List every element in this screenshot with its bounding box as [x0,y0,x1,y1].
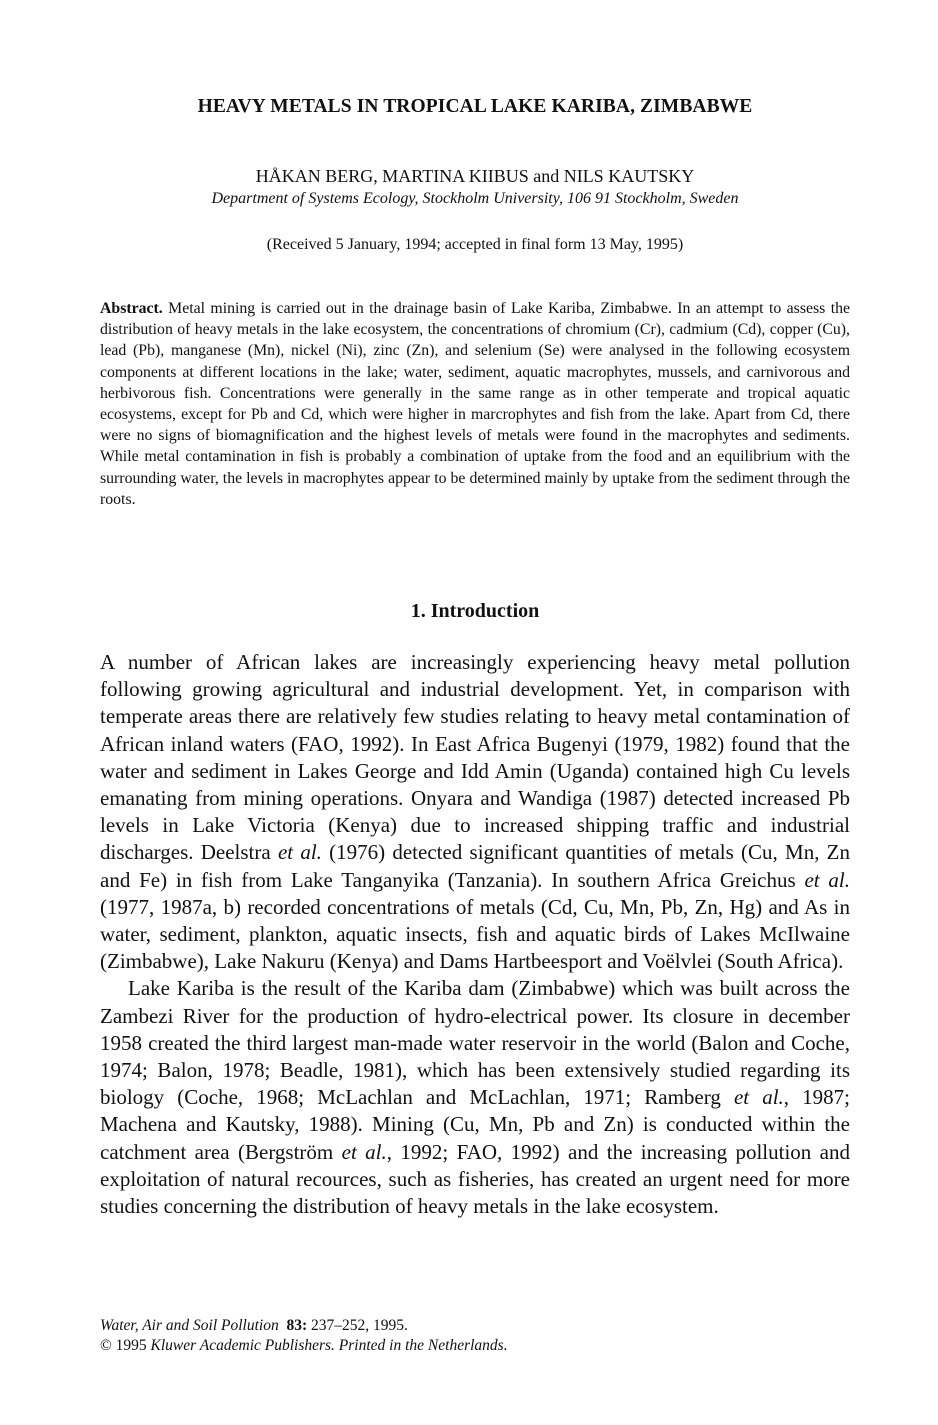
copyright-line [100,1336,850,1356]
page-footer [100,1316,850,1356]
journal-citation [100,1316,850,1336]
intro-p1-text-a: A number of African lakes are increasingly experiencing heavy metal pollution following growing agricultural and industrial development. Yet, in comparison with temperate areas there are relatively few studies relating to heavy metal contamination of African inland waters (FAO, 1992). In East Africa Bugenyi (1979, 1982) found that the water and sediment in Lakes George and Idd Amin (Uganda) contained high Cu levels emanating from mining operations. Onyara and Wandiga (1987) detected increased Pb levels in Lake Victoria (Kenya) due to increased shipping traffic and industrial discharges. Deelstra [100,650,850,865]
intro-p1-etal-1: et al. [277,840,322,865]
paper-page [100,0,850,1425]
intro-paragraph-1 [100,649,850,975]
section-heading-introduction: 1. Introduction [410,600,540,622]
publisher-name: Kluwer Academic Publishers. Printed in the Netherlands. [150,1337,508,1354]
intro-p2-etal-2: et al. [341,1139,387,1164]
journal-name: Water, Air and Soil Pollution [100,1317,279,1334]
intro-p2-text-b: , 1987; Machena and Kautsky, 1988). Mining (Cu, Mn, Pb and Zn) is conducted within the catchment area (Bergström [100,1085,850,1164]
intro-p2-etal-1: et al. [733,1085,784,1110]
abstract-label: Abstract. [100,300,163,317]
received-dates: (Received 5 January, 1994; accepted in final form 13 May, 1995) [266,236,684,253]
abstract-text: Metal mining is carried out in the drainage basin of Lake Kariba, Zimbabwe. In an attempt to assess the distribution of heavy metals in the lake ecosystem, the concentrations of chromium (Cr), cadmium (Cd), copper (Cu), lead (Pb), manganese (Mn), nickel (Ni), zinc (Zn), and selenium (Se) were analysed in the following ecosystem components at different locations in the lake; water, sediment, aquatic macrophytes, mussels, and carnivorous and herbivorous fish. Concentrations were generally in the same range as in other temperate and tropical aquatic ecosystems, except for Pb and Cd, which were higher in marcrophytes and fish from the lake. Apart from Cd, there were no signs of biomagnification and the highest levels of metals were found in the macrophytes and sediments. While metal contamination in fish is probably a combination of uptake from the food and an equilibrium with the surrounding water, the levels in macrophytes appear to be determined mainly by uptake from the sediment through the roots. [100,300,850,508]
intro-paragraph-2 [100,975,850,1220]
abstract [100,298,850,510]
journal-pages: 237–252, 1995. [307,1317,408,1334]
journal-volume: 83: [286,1317,308,1334]
author-affiliation: Department of Systems Ecology, Stockholm University, 106 91 Stockholm, Sweden [211,190,739,207]
introduction-body [100,649,850,1220]
intro-p1-etal-2: et al. [804,867,850,892]
intro-p1-text-c: (1977, 1987a, b) recorded concentrations of metals (Cd, Cu, Mn, Pb, Zn, Hg) and As in water, sediment, plankton, aquatic insects, fish and aquatic birds of Lakes McIlwaine (Zimbabwe), Lake Nakuru (Kenya) and Dams Hartbeesport and Voëlvlei (South Africa). [100,894,850,974]
copyright-symbol: © 1995 [100,1337,151,1354]
intro-p1-text-b: (1976) detected significant quantities of metals (Cu, Mn, Zn and Fe) in fish from Lake Tanganyika (Tanzania). In southern Africa Greichus [100,840,851,892]
author-list: HÅKAN BERG, MARTINA KIIBUS and NILS KAUTSKY [255,166,695,186]
intro-p2-text-a: Lake Kariba is the result of the Kariba dam (Zimbabwe) which was built across the Zambezi River for the production of hydro-electrical power. Its closure in december 1958 created the third largest man-made water reservoir in the world (Balon and Coche, 1974; Balon, 1978; Beadle, 1981), which has been extensively studied regarding its biology (Coche, 1968; McLachlan and McLachlan, 1971; Ramberg [100,976,850,1110]
paper-title: HEAVY METALS IN TROPICAL LAKE KARIBA, ZIMBABWE [197,96,753,117]
intro-p2-text-c: , 1992; FAO, 1992) and the increasing pollution and exploitation of natural recources, such as fisheries, has created an urgent need for more studies concerning the distribution of heavy metals in the lake ecosystem. [100,1139,850,1219]
